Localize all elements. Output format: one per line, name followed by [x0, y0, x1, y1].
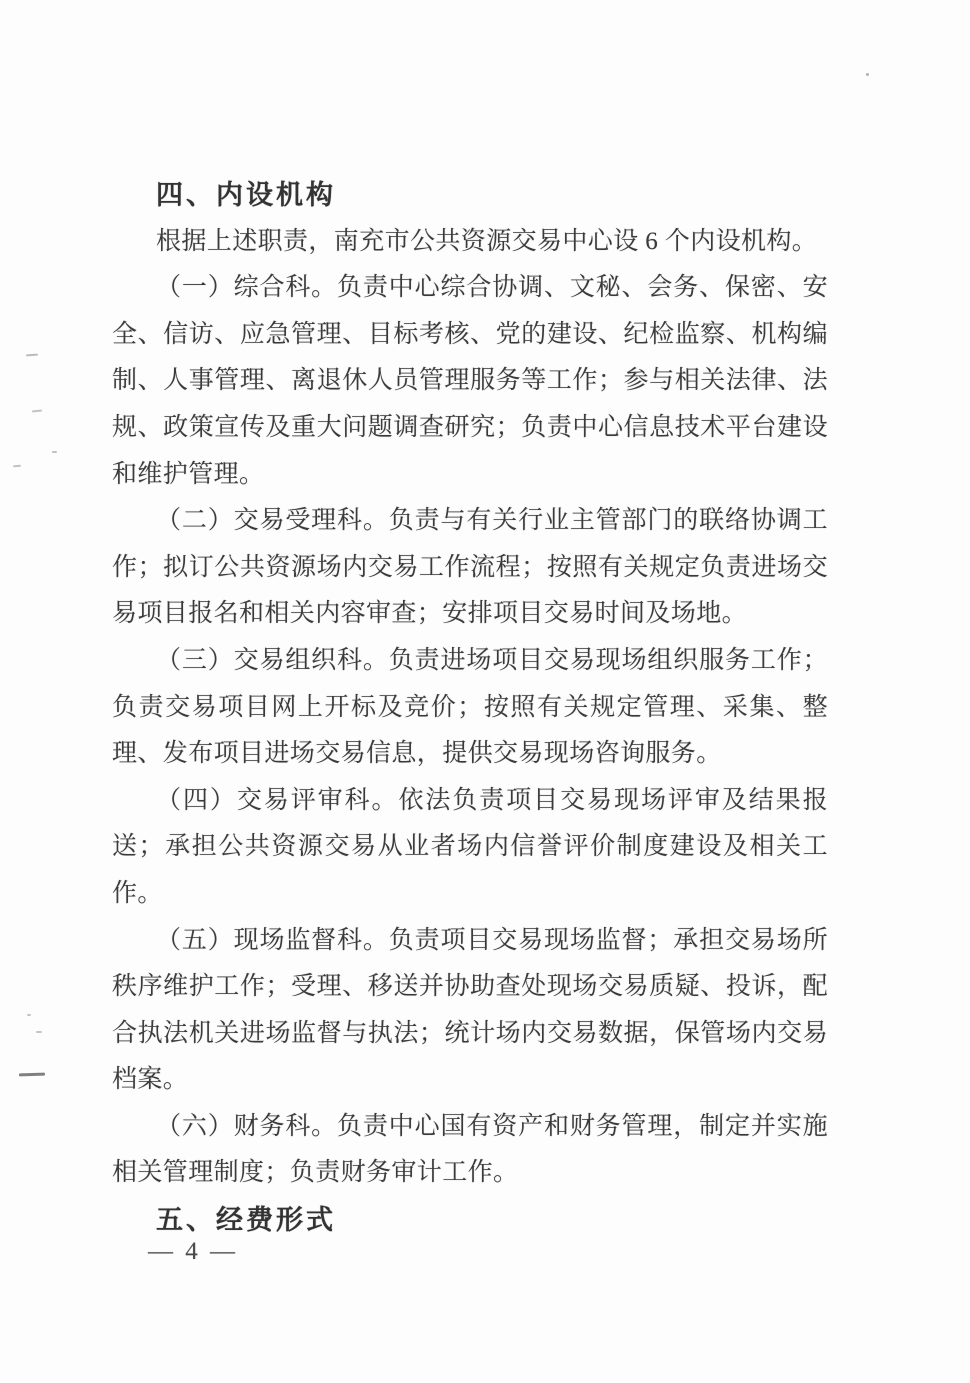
scan-artifact — [866, 73, 869, 76]
scan-artifact — [13, 465, 21, 468]
scan-artifact — [19, 1073, 45, 1077]
page-footer — [148, 1238, 238, 1266]
org-item-5-site-supervision: （五）现场监督科。负责项目交易现场监督；承担交易场所秩序维护工作；受理、移送并协助查处现场交易质疑、投诉，配合执法机关进场监督与执法；统计场内交易数据，保管场内交易档案。 — [112, 926, 828, 1094]
page-number: — 4 — — [148, 1238, 238, 1265]
scan-artifact — [26, 354, 38, 357]
org-item-6-finance: （六）财务科。负责中心国有资产和财务管理，制定并实施相关管理制度；负责财务审计工作。 — [112, 1112, 828, 1187]
org-item-2-transaction-acceptance: （二）交易受理科。负责与有关行业主管部门的联络协调工作；拟订公共资源场内交易工作流程；按照有关规定负责进场交易项目报名和相关内容审查；安排项目交易时间及场地。 — [112, 507, 828, 628]
org-item-1-general-office: （一）综合科。负责中心综合协调、文秘、会务、保密、安全、信访、应急管理、目标考核、党的建设、纪检监察、机构编制、人事管理、离退休人员管理服务等工作；参与相关法律、法规、政策宣传及重大问题调查研究；负责中心信息技术平台建设和维护管理。 — [112, 274, 828, 488]
scan-artifact — [52, 451, 57, 453]
section-heading-5: 五、经费形式 — [156, 1205, 336, 1236]
org-item-3-transaction-organization: （三）交易组织科。负责进场项目交易现场组织服务工作；负责交易项目网上开标及竞价；按照有关规定管理、采集、整理、发布项目进场交易信息，提供交易现场咨询服务。 — [112, 646, 828, 768]
text-block — [112, 172, 828, 1244]
scan-artifact — [32, 409, 42, 412]
intro-paragraph: 根据上述职责，南充市公共资源交易中心设 6 个内设机构。 — [156, 227, 818, 255]
scan-artifact — [36, 1031, 42, 1033]
org-item-4-transaction-review: （四）交易评审科。依法负责项目交易现场评审及结果报送；承担公共资源交易从业者场内信誉评价制度建设及相关工作。 — [112, 786, 828, 907]
scan-artifact — [27, 1014, 31, 1016]
section-heading-4: 四、内设机构 — [156, 180, 336, 210]
